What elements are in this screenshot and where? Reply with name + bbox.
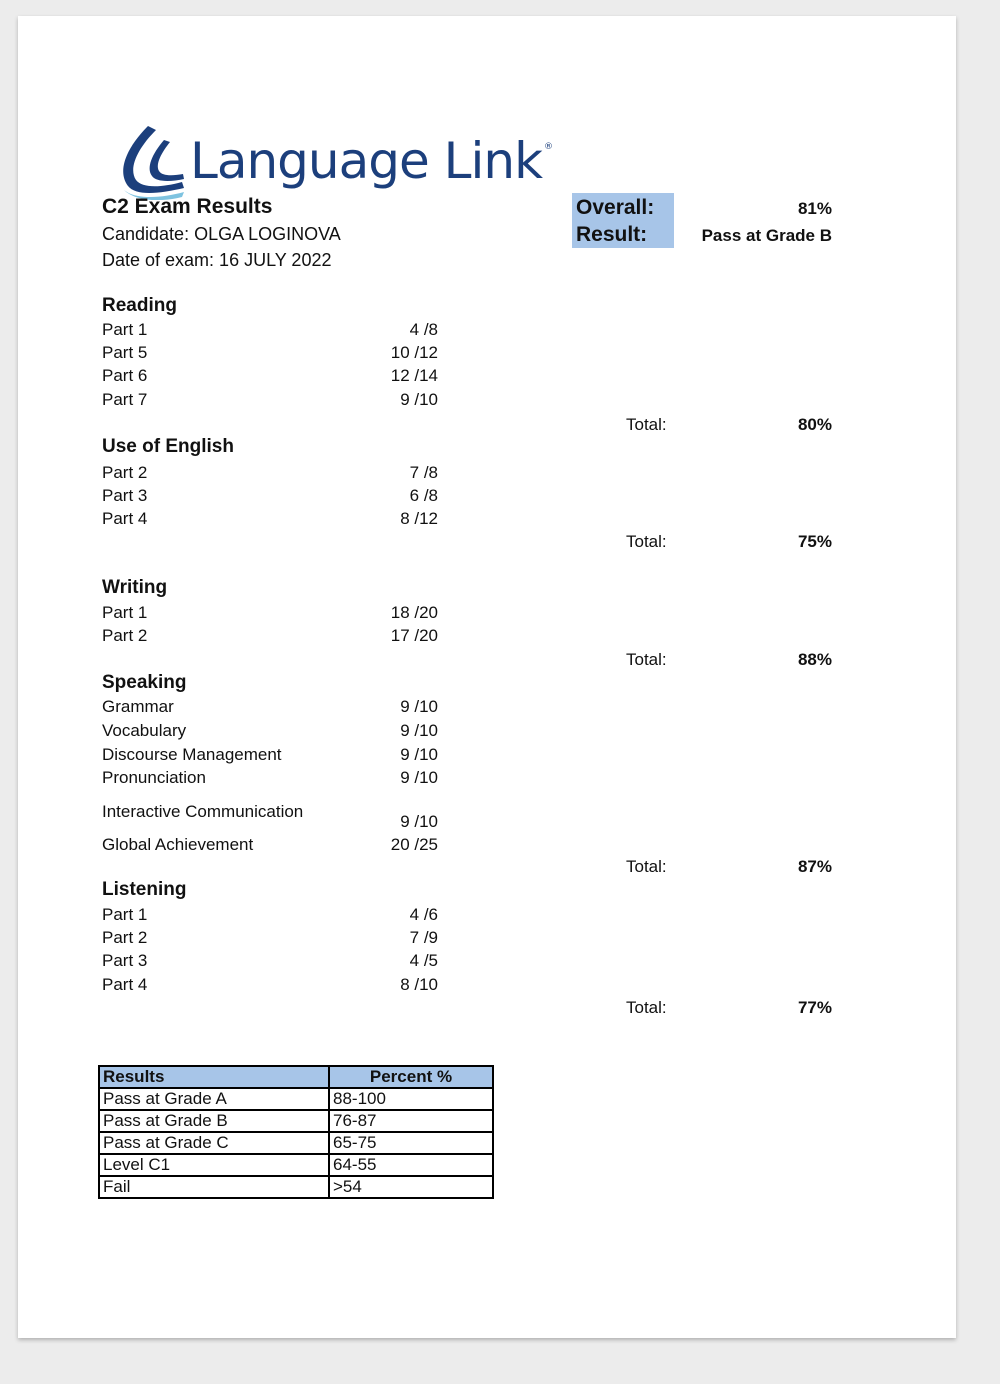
use-of-english-row-score: 7 /8 bbox=[409, 463, 438, 482]
document-page bbox=[18, 16, 956, 1338]
listening-row-label: Part 4 bbox=[102, 975, 148, 994]
speaking-row-label: Interactive Communication bbox=[102, 802, 304, 821]
section-listening-title: Listening bbox=[102, 879, 187, 900]
exam-date: Date of exam: 16 JULY 2022 bbox=[102, 250, 332, 270]
speaking-total-label: Total: bbox=[626, 857, 667, 876]
reading-row-label: Part 6 bbox=[102, 366, 148, 385]
writing-total-label: Total: bbox=[626, 650, 667, 669]
overall-value: 81% bbox=[797, 199, 832, 218]
table-cell-result: Fail bbox=[99, 1176, 329, 1198]
speaking-row-score: 9 /10 bbox=[400, 768, 438, 787]
logo-wordmark: Language Link ® bbox=[190, 132, 553, 190]
reading-row-score: 4 /8 bbox=[409, 320, 438, 339]
section-use-of-english-title: Use of English bbox=[102, 436, 234, 457]
section-writing-title: Writing bbox=[102, 577, 168, 598]
speaking-row-label: Discourse Management bbox=[102, 745, 282, 764]
speaking-total-value: 87% bbox=[797, 857, 832, 876]
table-header-results: Results bbox=[99, 1066, 329, 1088]
reading-total-label: Total: bbox=[626, 415, 667, 434]
listening-row-label: Part 3 bbox=[102, 951, 148, 970]
use-of-english-total-value: 75% bbox=[797, 532, 832, 551]
table-cell-percent: 65-75 bbox=[329, 1132, 493, 1154]
use-of-english-row-label: Part 3 bbox=[102, 486, 148, 505]
table-row bbox=[99, 1088, 493, 1110]
speaking-row-score: 9 /10 bbox=[400, 697, 438, 716]
table-cell-result: Pass at Grade B bbox=[99, 1110, 329, 1132]
reading-row-score: 12 /14 bbox=[390, 366, 438, 385]
writing-row-score: 18 /20 bbox=[390, 603, 438, 622]
table-cell-result: Pass at Grade C bbox=[99, 1132, 329, 1154]
table-row bbox=[99, 1176, 493, 1198]
use-of-english-row-label: Part 2 bbox=[102, 463, 148, 482]
speaking-row-label: Vocabulary bbox=[102, 721, 187, 740]
overall-label: Overall: bbox=[576, 196, 655, 219]
reading-total-value: 80% bbox=[797, 415, 832, 434]
use-of-english-row-label: Part 4 bbox=[102, 509, 148, 528]
page-title: C2 Exam Results bbox=[102, 195, 273, 218]
logo-swoosh-icon bbox=[118, 124, 188, 200]
use-of-english-total-label: Total: bbox=[626, 532, 667, 551]
grades-table bbox=[98, 1065, 494, 1199]
listening-row-label: Part 2 bbox=[102, 928, 148, 947]
reading-row-label: Part 1 bbox=[102, 320, 148, 339]
speaking-row-score: 20 /25 bbox=[390, 835, 438, 854]
result-value: Pass at Grade B bbox=[701, 226, 832, 245]
listening-row-score: 7 /9 bbox=[409, 928, 438, 947]
table-header-row bbox=[99, 1066, 493, 1088]
table-cell-percent: 76-87 bbox=[329, 1110, 493, 1132]
listening-total-label: Total: bbox=[626, 998, 667, 1017]
language-link-logo bbox=[118, 124, 558, 204]
use-of-english-row-score: 8 /12 bbox=[400, 509, 438, 528]
table-row bbox=[99, 1132, 493, 1154]
listening-row-score: 4 /6 bbox=[409, 905, 438, 924]
use-of-english-row-score: 6 /8 bbox=[409, 486, 438, 505]
reading-row-label: Part 7 bbox=[102, 390, 148, 409]
candidate-name: Candidate: OLGA LOGINOVA bbox=[102, 224, 341, 244]
table-cell-percent: 88-100 bbox=[329, 1088, 493, 1110]
writing-row-label: Part 1 bbox=[102, 603, 148, 622]
listening-row-score: 8 /10 bbox=[400, 975, 438, 994]
table-header-percent: Percent % bbox=[329, 1066, 493, 1088]
speaking-row-score: 9 /10 bbox=[400, 745, 438, 764]
listening-row-score: 4 /5 bbox=[409, 951, 438, 970]
section-reading-title: Reading bbox=[102, 295, 177, 316]
listening-row-label: Part 1 bbox=[102, 905, 148, 924]
table-cell-result: Pass at Grade A bbox=[99, 1088, 329, 1110]
reading-row-score: 9 /10 bbox=[400, 390, 438, 409]
table-row bbox=[99, 1110, 493, 1132]
writing-row-label: Part 2 bbox=[102, 626, 148, 645]
table-cell-result: Level C1 bbox=[99, 1154, 329, 1176]
table-cell-percent: 64-55 bbox=[329, 1154, 493, 1176]
section-speaking-title: Speaking bbox=[102, 672, 187, 693]
speaking-row-label: Pronunciation bbox=[102, 768, 206, 787]
table-cell-percent: >54 bbox=[329, 1176, 493, 1198]
reading-row-score: 10 /12 bbox=[390, 343, 438, 362]
writing-row-score: 17 /20 bbox=[390, 626, 438, 645]
table-row bbox=[99, 1154, 493, 1176]
writing-total-value: 88% bbox=[797, 650, 832, 669]
speaking-row-label: Global Achievement bbox=[102, 835, 254, 854]
speaking-row-score: 9 /10 bbox=[400, 721, 438, 740]
speaking-row-label: Grammar bbox=[102, 697, 174, 716]
listening-total-value: 77% bbox=[797, 998, 832, 1017]
result-label: Result: bbox=[576, 223, 648, 246]
speaking-row-score: 9 /10 bbox=[400, 812, 438, 831]
reading-row-label: Part 5 bbox=[102, 343, 148, 362]
